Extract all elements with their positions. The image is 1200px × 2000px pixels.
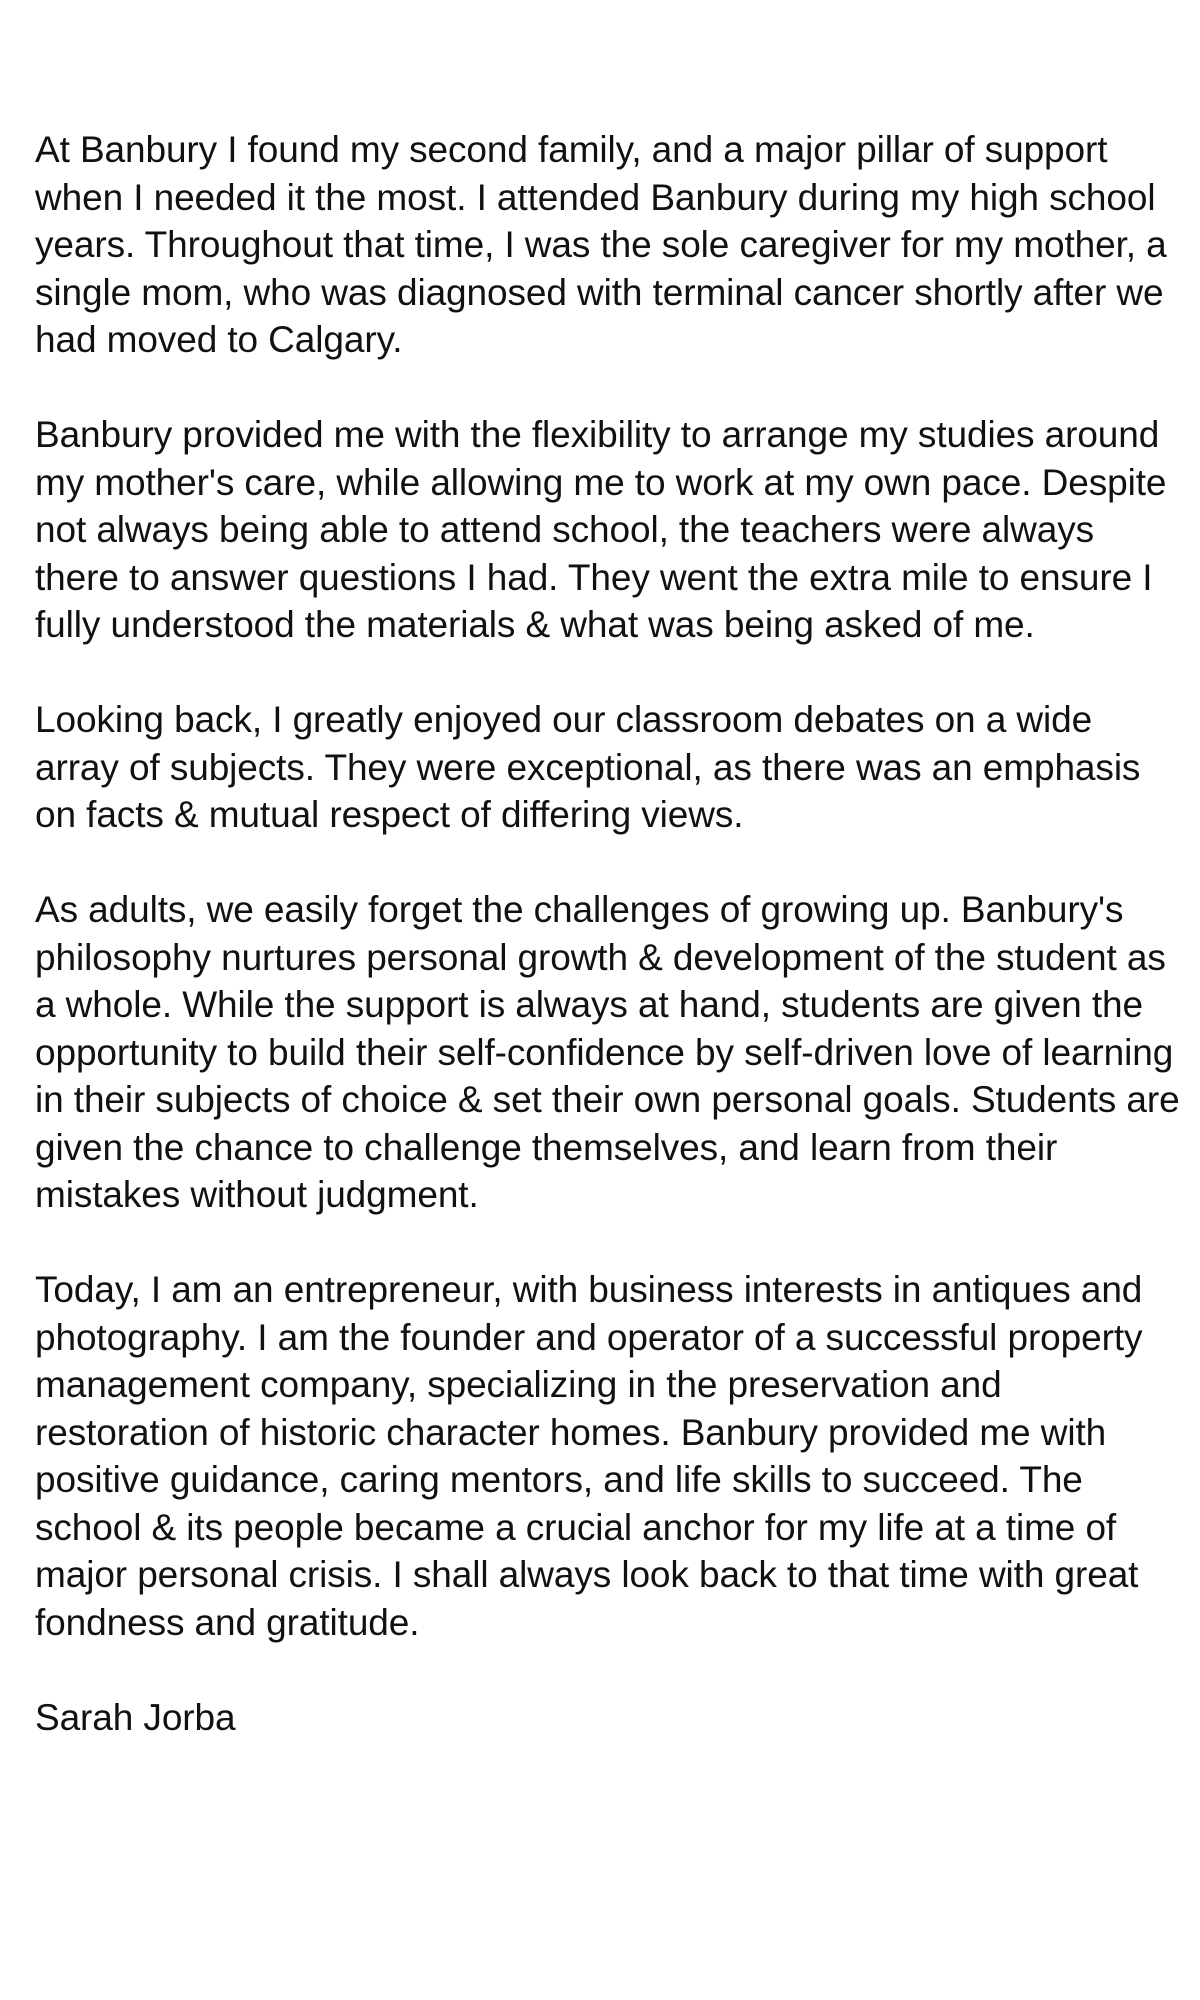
paragraph-flexibility: Banbury provided me with the flexibility to arrange my studies around my mother's care, while allowing me to work at my own pace. Despite not always being able to attend school, the teachers were always there to answer questions I had. They went the extra mile to ensure I fully understood the materials & what was being asked of me.	[35, 414, 1167, 645]
paragraph-philosophy: As adults, we easily forget the challenges of growing up. Banbury's philosophy nurtures personal growth & development of the student as a whole. While the support is always at hand, students are given the opportunity to build their self-confidence by self-driven love of learning in their subjects of choice & set their own personal goals. Students are given the chance to challenge themselves, and learn from their mistakes without judgment.	[35, 889, 1180, 1215]
paragraph-family-support: At Banbury I found my second family, and a major pillar of support when I needed it the most. I attended Banbury during my high school years. Throughout that time, I was the sole caregiver for my mother, a single mom, who was diagnosed with terminal cancer shortly after we had moved to Calgary.	[35, 129, 1167, 360]
testimonial-letter	[35, 126, 1180, 1741]
signature-name: Sarah Jorba	[35, 1696, 236, 1738]
paragraph-classroom-debates: Looking back, I greatly enjoyed our classroom debates on a wide array of subjects. They were exceptional, as there was an emphasis on facts & mutual respect of differing views.	[35, 699, 1141, 835]
paragraph-today: Today, I am an entrepreneur, with business interests in antiques and photography. I am the founder and operator of a successful property management company, specializing in the preservation and restoration of historic character homes. Banbury provided me with positive guidance, caring mentors, and life skills to succeed. The school & its people became a crucial anchor for my life at a time of major personal crisis. I shall always look back to that time with great fondness and gratitude.	[35, 1269, 1143, 1643]
